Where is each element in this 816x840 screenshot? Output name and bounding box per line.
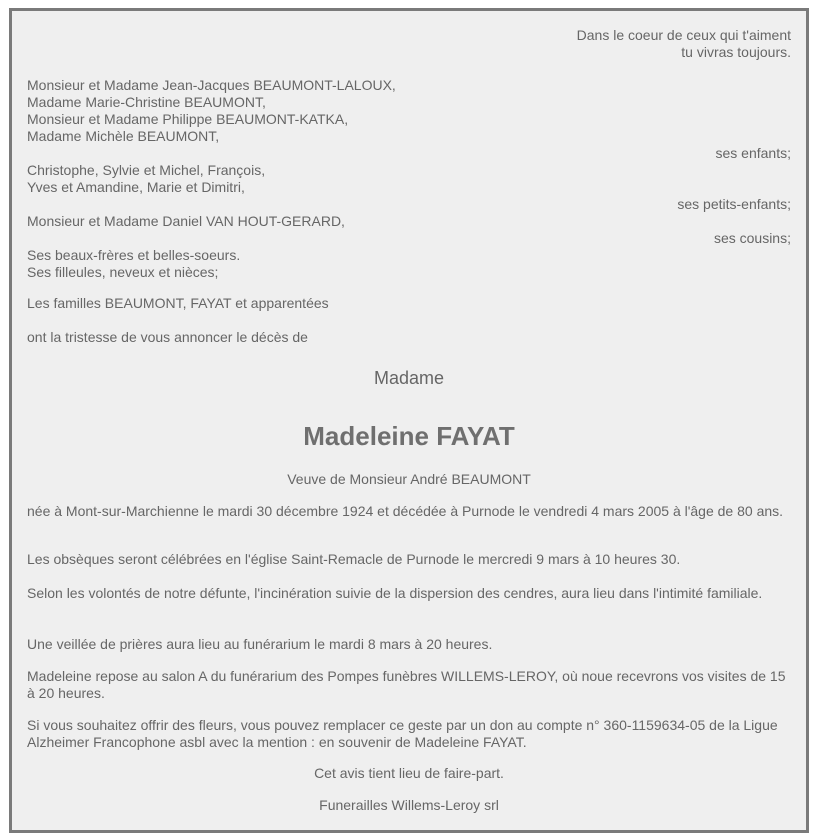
other-line: Ses filleules, neveux et nièces; [27, 264, 219, 280]
other-line: Ses beaux-frères et belles-soeurs. [27, 247, 241, 263]
child-line: Madame Michèle BEAUMONT, [27, 128, 220, 144]
child-line: Madame Marie-Christine BEAUMONT, [27, 94, 266, 110]
grandchild-line: Yves et Amandine, Marie et Dimitri, [27, 179, 245, 195]
epigraph-line-2: tu vivras toujours. [681, 44, 791, 60]
cousins-label: ses cousins; [713, 230, 791, 246]
funeral-home-line: Funerailles Willems-Leroy srl [319, 797, 499, 813]
cousin-line: Monsieur et Madame Daniel VAN HOUT-GERARD, [27, 213, 345, 229]
paragraph-funeral: Les obsèques seront célébrées en l'église Saint-Remacle de Purnode le mercredi 9 mars à 10 heures 30. [27, 551, 681, 567]
announce-line: ont la tristesse de vous annoncer le décès de [27, 329, 308, 345]
deceased-name: Madeleine FAYAT [303, 421, 515, 451]
paragraph-birth-death: née à Mont-sur-Marchienne le mardi 30 décembre 1924 et décédée à Purnode le vendredi 4 mars 2005 à l'âge de 80 ans. [27, 503, 784, 519]
children-label: ses enfants; [715, 145, 791, 161]
families-line: Les familles BEAUMONT, FAYAT et apparentées [27, 295, 329, 311]
child-line: Monsieur et Madame Jean-Jacques BEAUMONT-LALOUX, [27, 77, 396, 93]
grandchildren-label: ses petits-enfants; [677, 196, 791, 212]
obituary-notice [9, 8, 809, 833]
paragraph-vigil: Une veillée de prières aura lieu au funérarium le mardi 8 mars à 20 heures. [27, 636, 493, 652]
paragraph-cremation: Selon les volontés de notre défunte, l'incinération suivie de la dispersion des cendres, aura lieu dans l'intimité familiale. [27, 585, 763, 601]
epigraph-line-1: Dans le coeur de ceux qui t'aiment [576, 27, 791, 43]
child-line: Monsieur et Madame Philippe BEAUMONT-KATKA, [27, 111, 349, 127]
paragraph-flowers: Si vous souhaitez offrir des fleurs, vous pouvez remplacer ce geste par un don au compte n° 360-1159634-05 de la Ligue Alzheimer Francophone asbl avec la mention : en souvenir de Madeleine FAYAT. [27, 717, 778, 750]
grandchild-line: Christophe, Sylvie et Michel, François, [27, 162, 266, 178]
paragraph-visits: Madeleine repose au salon A du funérarium des Pompes funèbres WILLEMS-LEROY, où noue recevrons vos visites de 15 à 20 heures. [27, 668, 786, 701]
notice-line: Cet avis tient lieu de faire-part. [314, 765, 504, 781]
widow-line: Veuve de Monsieur André BEAUMONT [287, 471, 531, 487]
title-madame: Madame [373, 368, 445, 388]
